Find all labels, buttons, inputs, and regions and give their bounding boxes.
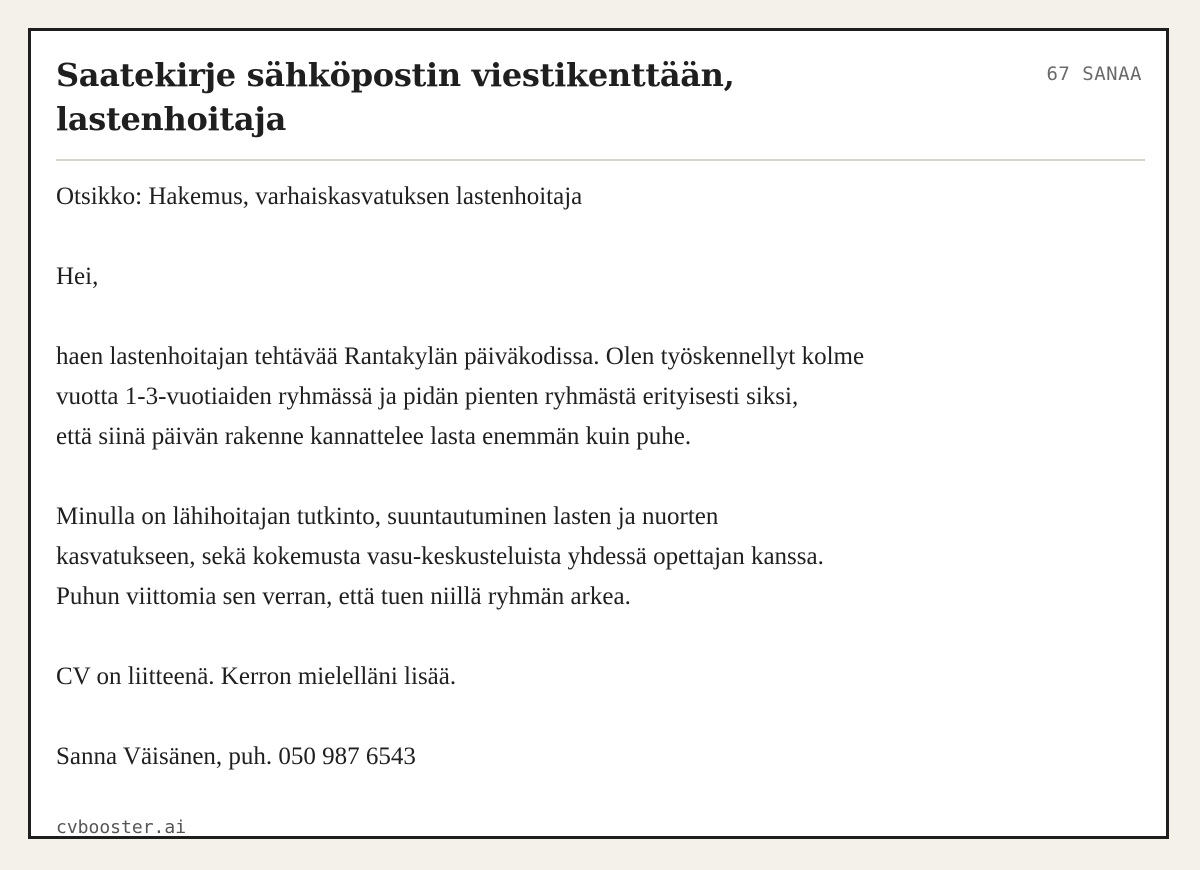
paragraph-gap	[56, 457, 1136, 497]
closing-line: CV on liitteenä. Kerron mielelläni lisää.	[56, 663, 457, 690]
paragraph-2-line-1: Minulla on lähihoitajan tutkinto, suuntautuminen lasten ja nuorten	[56, 503, 719, 530]
cover-letter-card	[28, 28, 1169, 839]
word-count-badge: 67 SANAA	[1046, 63, 1142, 85]
paragraph-gap	[56, 697, 1136, 737]
paragraph-1-line-1: haen lastenhoitajan tehtävää Rantakylän päiväkodissa. Olen työskennellyt kolme	[56, 343, 865, 370]
greeting: Hei,	[56, 263, 99, 290]
paragraph-2-line-3: Puhun viittomia sen verran, että tuen niillä ryhmän arkea.	[56, 583, 631, 610]
paragraph-gap	[56, 217, 1136, 257]
paragraph-2-line-2: kasvatukseen, sekä kokemusta vasu-keskusteluista yhdessä opettajan kanssa.	[56, 543, 824, 570]
divider	[56, 159, 1145, 161]
document-title: Saatekirje sähköpostin viestikenttään, lastenhoitaja	[56, 56, 735, 138]
signature-line: Sanna Väisänen, puh. 050 987 6543	[56, 743, 416, 770]
paragraph-gap	[56, 297, 1136, 337]
paragraph-1-line-3: että siinä päivän rakenne kannattelee lasta enemmän kuin puhe.	[56, 423, 692, 450]
brand-watermark: cvbooster.ai	[56, 817, 187, 838]
paragraph-gap	[56, 617, 1136, 657]
subject-line: Otsikko: Hakemus, varhaiskasvatuksen lastenhoitaja	[56, 183, 583, 210]
paragraph-1-line-2: vuotta 1-3-vuotiaiden ryhmässä ja pidän pienten ryhmästä erityisesti siksi,	[56, 383, 799, 410]
letter-body	[56, 177, 1136, 777]
